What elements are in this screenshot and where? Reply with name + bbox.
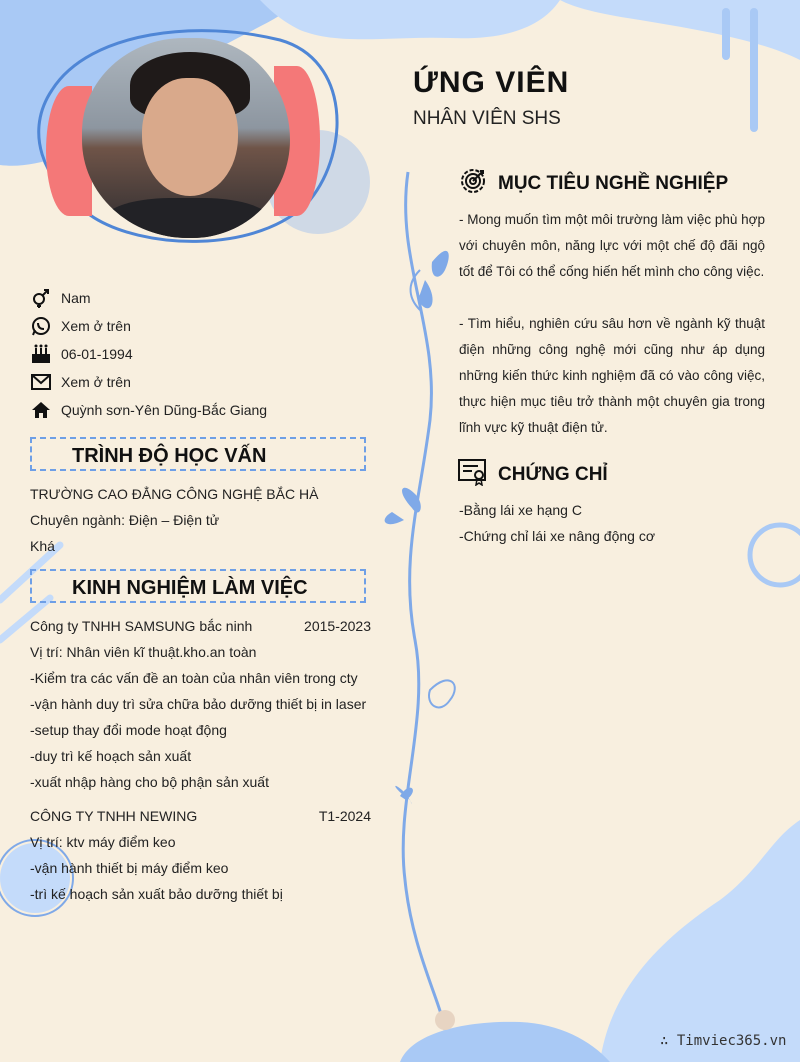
info-birthday-text: 06-01-1994 xyxy=(61,346,133,362)
footer-watermark xyxy=(660,1033,786,1049)
birthday-cake-icon xyxy=(30,343,52,365)
mail-icon xyxy=(30,371,52,393)
objective-paragraph-2: - Tìm hiểu, nghiên cứu sâu hơn về ngành kỹ thuật điện những công nghệ mới cũng như áp dụng những kiến thức kinh nghiệm đã có vào công việc, thực hiện mục tiêu trở thành một chuyên gia trong lĩnh vực kỹ thuật điện tử. xyxy=(459,316,765,435)
candidate-role: NHÂN VIÊN SHS xyxy=(413,108,561,129)
job-1-period: 2015-2023 xyxy=(304,618,371,634)
info-email-text: Xem ở trên xyxy=(61,374,131,390)
job-1-header xyxy=(30,618,371,634)
phone-icon xyxy=(30,315,52,337)
job-1-line: -duy trì kế hoạch sản xuất xyxy=(30,748,192,764)
job-2-company: CÔNG TY TNHH NEWING xyxy=(30,808,198,824)
avatar xyxy=(82,38,290,238)
info-gender xyxy=(30,284,390,312)
home-icon xyxy=(30,399,52,421)
certificate-item: -Chứng chỉ lái xe nâng động cơ xyxy=(459,528,655,544)
info-email xyxy=(30,368,390,396)
info-birthday xyxy=(30,340,390,368)
job-1-line: -xuất nhập hàng cho bộ phận sản xuất xyxy=(30,774,269,790)
job-2-header xyxy=(30,808,371,824)
certificate-item: -Bằng lái xe hạng C xyxy=(459,502,582,518)
education-major: Chuyên ngành: Điện – Điện tử xyxy=(30,512,220,528)
certificate-icon xyxy=(458,458,488,491)
info-gender-text: Nam xyxy=(61,290,91,306)
job-1-line: Vị trí: Nhân viên kĩ thuật.kho.an toàn xyxy=(30,644,257,660)
job-1-company: Công ty TNHH SAMSUNG bắc ninh xyxy=(30,618,253,634)
gender-icon xyxy=(30,287,52,309)
certificates-title: CHỨNG CHỈ xyxy=(498,463,608,485)
info-phone xyxy=(30,312,390,340)
footer-brand: Timviec365.vn xyxy=(676,1033,787,1049)
job-2-line: Vị trí: ktv máy điểm keo xyxy=(30,834,176,850)
experience-heading: KINH NGHIỆM LÀM VIỆC xyxy=(30,569,366,603)
job-2-line: -trì kế hoạch sản xuất bảo dưỡng thiết bị xyxy=(30,886,283,902)
avatar-face xyxy=(142,78,238,196)
certificates-heading xyxy=(458,458,608,491)
education-grade: Khá xyxy=(30,538,55,554)
footer-symbol: ∴ xyxy=(660,1033,669,1049)
job-2-line: -vận hành thiết bị máy điểm keo xyxy=(30,860,229,876)
profile-photo xyxy=(38,36,338,246)
job-1-line: -vận hành duy trì sửa chữa bảo dưỡng thiết bị in laser xyxy=(30,696,367,712)
education-school: TRƯỜNG CAO ĐẲNG CÔNG NGHỆ BẮC HÀ xyxy=(30,486,319,502)
education-heading: TRÌNH ĐỘ HỌC VẤN xyxy=(30,437,366,471)
job-2-period: T1-2024 xyxy=(318,808,371,824)
avatar-shirt xyxy=(102,198,272,238)
target-gear-icon xyxy=(458,166,488,201)
job-1-line: -setup thay đổi mode hoạt động xyxy=(30,722,227,738)
personal-info xyxy=(30,284,390,424)
info-address-text: Quỳnh sơn-Yên Dũng-Bắc Giang xyxy=(61,402,268,418)
info-address xyxy=(30,396,390,424)
info-phone-text: Xem ở trên xyxy=(61,318,131,334)
objective-title: MỤC TIÊU NGHỀ NGHIỆP xyxy=(498,172,729,194)
job-1-line: -Kiểm tra các vấn đề an toàn của nhân viên trong cty xyxy=(30,670,358,686)
candidate-name: ỨNG VIÊN xyxy=(413,66,570,99)
objective-paragraph-1: - Mong muốn tìm một môi trường làm việc phù hợp với chuyên môn, năng lực với một chế độ đãi ngộ tốt để Tôi có thể cống hiến hết mình cho công việc. xyxy=(459,212,765,279)
objective-heading xyxy=(458,166,728,201)
